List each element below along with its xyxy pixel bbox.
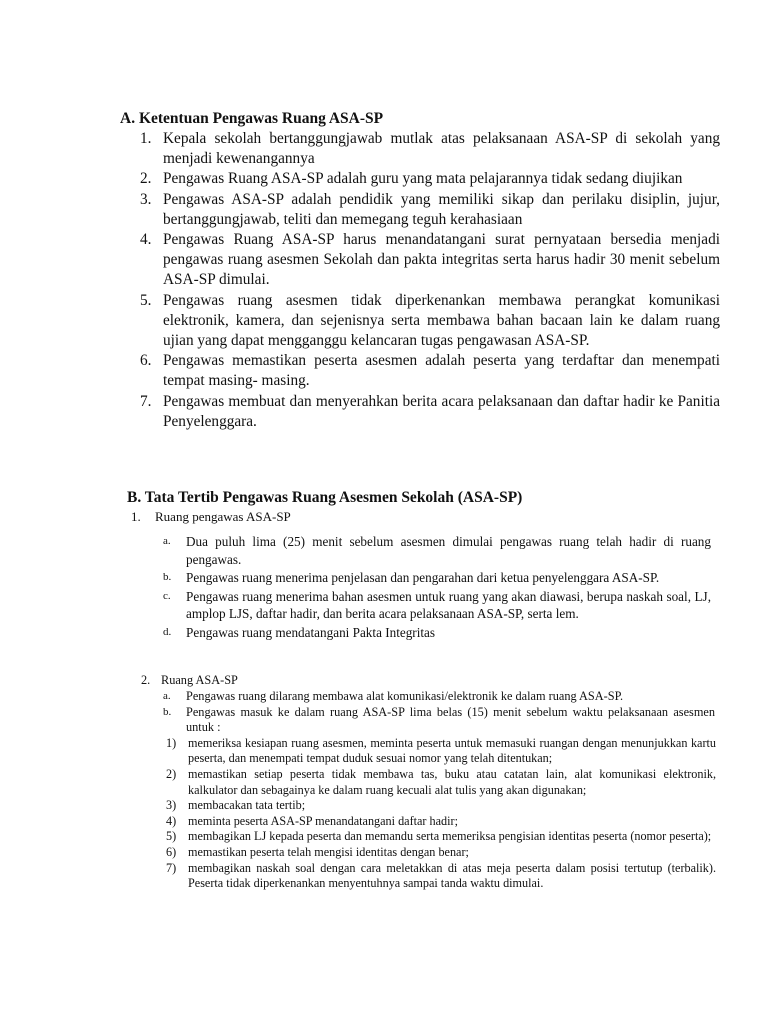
item-text: Pengawas memastikan peserta asesmen adalah peserta yang terdaftar dan menempati tempat masing- masing. xyxy=(163,352,720,390)
step-text: memastikan peserta telah mengisi identitas dengan benar; xyxy=(188,844,469,859)
part-2-heading xyxy=(141,672,238,688)
item-text: Pengawas Ruang ASA-SP adalah guru yang mata pelajarannya tidak sedang diujikan xyxy=(163,170,683,188)
item-text: Pengawas membuat dan menyerahkan berita acara pelaksanaan dan daftar hadir ke Panitia Penyelenggara. xyxy=(163,392,720,430)
item-number: 5. xyxy=(140,291,152,309)
list-item xyxy=(120,291,720,352)
step-text: memastikan setiap peserta tidak membawa tas, buku atau catatan lain, alat komunikasi elektronik, kalkulator dan sebagainya ke dalam ruang kecuali alat tulis yang akan digunakan; xyxy=(188,766,716,797)
list-item xyxy=(163,569,711,587)
item-text: Pengawas Ruang ASA-SP harus menandatangani surat pernyataan bersedia menjadi pengawas ruang asesmen Sekolah dan pakta integritas serta harus hadir 30 menit sebelum ASA-SP dimulai. xyxy=(163,231,720,289)
step-text: memeriksa kesiapan ruang asesmen, meminta peserta untuk memasuki ruangan dengan menunjukkan kartu peserta, dan menempati tempat duduk sesuai nomor yang telah ditentukan; xyxy=(188,735,716,766)
item-text: Dua puluh lima (25) menit sebelum asesmen dimulai pengawas ruang telah hadir di ruang pengawas. xyxy=(186,534,711,567)
list-item xyxy=(163,689,715,705)
item-number: 4. xyxy=(140,231,152,249)
part-label: Ruang ASA-SP xyxy=(161,673,238,687)
item-letter: b. xyxy=(163,705,172,718)
step-item xyxy=(166,814,716,830)
step-number: 7) xyxy=(166,860,177,875)
item-number: 3. xyxy=(140,190,152,208)
section-a-title: A. Ketentuan Pengawas Ruang ASA-SP xyxy=(120,110,384,127)
list-item xyxy=(163,705,715,892)
section-a-list xyxy=(120,129,720,432)
list-item xyxy=(120,392,720,432)
step-text: membagikan LJ kepada peserta dan memandu serta memeriksa pengisian identitas peserta (nomor peserta); xyxy=(188,829,712,844)
section-b xyxy=(127,488,727,510)
item-number: 2. xyxy=(140,170,152,188)
steps-list xyxy=(166,736,716,892)
part-number: 1. xyxy=(131,509,141,524)
section-b-title: B. Tata Tertib Pengawas Ruang Asesmen Sekolah (ASA-SP) xyxy=(127,489,523,506)
item-text: Pengawas ASA-SP adalah pendidik yang memiliki sikap dan perilaku disiplin, jujur, bertanggungjawab, teliti dan memegang teguh kerahasiaan xyxy=(163,190,720,228)
item-number: 6. xyxy=(140,352,152,370)
list-item xyxy=(120,230,720,291)
item-letter: b. xyxy=(163,571,172,584)
list-item xyxy=(163,588,711,623)
step-text: membagikan naskah soal dengan cara meletakkan di atas meja peserta dalam posisi tertutup (terbalik). Peserta tidak diperkenankan menyentuhnya sampai tanda waktu dimulai. xyxy=(188,860,716,891)
item-number: 7. xyxy=(140,392,152,410)
step-text: membacakan tata tertib; xyxy=(188,798,306,813)
step-number: 1) xyxy=(166,735,177,750)
part-1-heading xyxy=(131,509,291,525)
item-letter: a. xyxy=(163,690,171,702)
step-item xyxy=(166,861,716,892)
item-text: Pengawas ruang menerima bahan asesmen untuk ruang yang akan diawasi, berupa naskah soal, LJ, amplop LJS, daftar hadir, dan berita acara pelaksanaan ASA-SP, serta lem. xyxy=(186,588,711,622)
list-item xyxy=(163,533,711,568)
list-item xyxy=(163,624,711,642)
step-number: 3) xyxy=(166,798,177,813)
item-number: 1. xyxy=(140,130,152,147)
item-letter: a. xyxy=(163,535,171,547)
item-text: Kepala sekolah bertanggungjawab mutlak atas pelaksanaan ASA-SP di sekolah yang menjadi kewenangannya xyxy=(163,130,720,168)
item-text: Pengawas ruang asesmen tidak diperkenankan membawa perangkat komunikasi elektronik, kamera, dan sejenisnya serta membawa bahan bacaan lain ke dalam ruang ujian yang dapat mengganggu kelancaran tugas pengawasan ASA-SP. xyxy=(163,291,720,350)
step-item xyxy=(166,767,716,798)
step-item xyxy=(166,798,716,814)
item-text: Pengawas ruang menerima penjelasan dan pengarahan dari ketua penyelenggara ASA-SP. xyxy=(186,570,660,586)
item-text: Pengawas ruang dilarang membawa alat komunikasi/elektronik ke dalam ruang ASA-SP. xyxy=(186,689,624,703)
list-item xyxy=(120,169,720,189)
step-item xyxy=(166,845,716,861)
list-item xyxy=(120,351,720,391)
section-a xyxy=(120,109,720,432)
part-label: Ruang pengawas ASA-SP xyxy=(155,509,291,524)
part-number: 2. xyxy=(141,673,151,687)
step-item xyxy=(166,736,716,767)
step-number: 6) xyxy=(166,844,177,859)
step-number: 2) xyxy=(166,766,177,781)
item-letter: d. xyxy=(163,625,172,638)
item-text: Pengawas ruang mendatangani Pakta Integritas xyxy=(186,624,436,640)
step-number: 4) xyxy=(166,813,177,828)
step-item xyxy=(166,829,716,845)
list-item xyxy=(120,129,720,169)
step-number: 5) xyxy=(166,829,177,844)
part-1-list xyxy=(163,533,711,643)
item-letter: c. xyxy=(163,589,171,602)
step-text: meminta peserta ASA-SP menandatangani daftar hadir; xyxy=(188,813,458,828)
item-text: Pengawas masuk ke dalam ruang ASA-SP lima belas (15) menit sebelum waktu pelaksanaan asesmen untuk : xyxy=(186,704,715,735)
list-item xyxy=(120,190,720,230)
part-2-list xyxy=(163,689,715,892)
